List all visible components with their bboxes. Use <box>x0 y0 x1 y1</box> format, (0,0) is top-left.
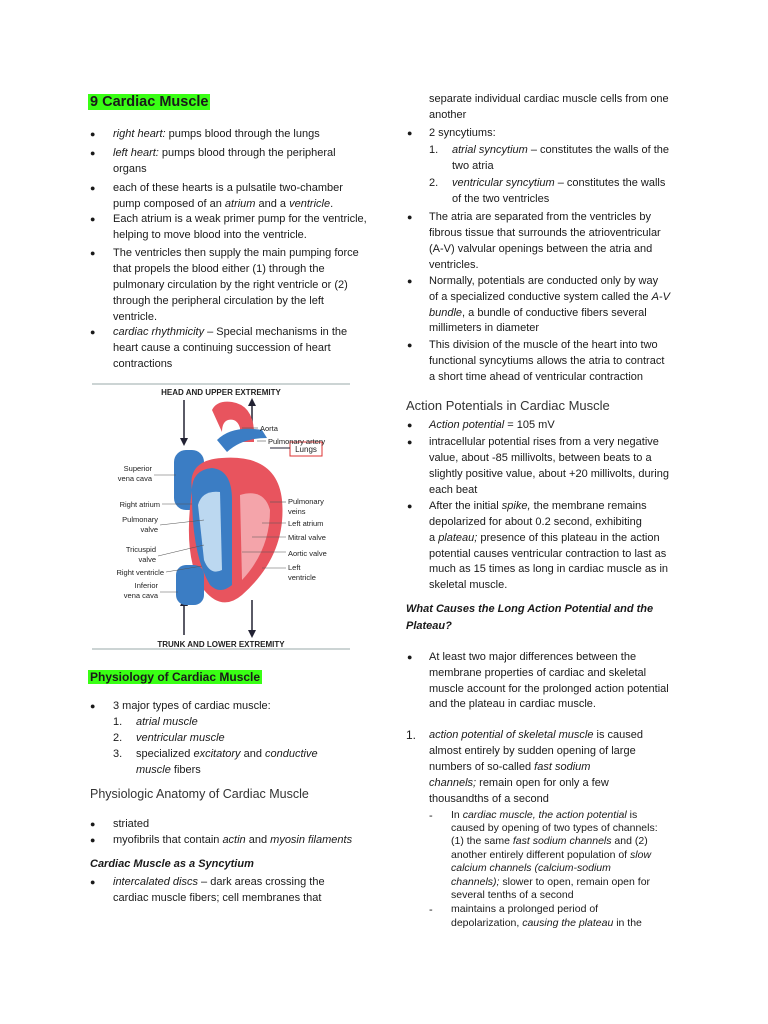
bullet-differences-4: and the plateau in cardiac muscle. <box>429 698 596 710</box>
label-right-atrium: Right atrium <box>119 500 160 509</box>
bullet-dot: ● <box>407 128 413 138</box>
question-title-2: Plateau? <box>406 620 452 632</box>
bullet-normally-3: bundle, a bundle of conductive fibers several <box>429 307 647 319</box>
dash-cardiac-5: calcium channels (calcium-sodium <box>451 862 611 874</box>
label-aorta: Aorta <box>260 424 278 433</box>
bullet-dot: ● <box>90 148 96 158</box>
label-aortic-valve: Aortic valve <box>288 549 327 558</box>
label-tricuspid-1: Tricuspid <box>125 545 156 554</box>
bullet-differences-2: membrane properties of cardiac and skeletal <box>429 667 647 679</box>
bullet-spike-2: depolarized for about 0.2 second, exhibiting <box>429 516 642 528</box>
figure-bottom-label: TRUNK AND LOWER EXTREMITY <box>157 640 285 649</box>
label-vena-cava-2: vena cava <box>123 591 158 600</box>
dash-prolonged-1: maintains a prolonged period of <box>451 903 599 915</box>
types-intro: 3 major types of cardiac muscle: <box>113 700 271 712</box>
bullet-ventricles: The ventricles then supply the main pumping force that propels the blood either (1) through the pulmonary circulation by the right ventricle or (2) through the peripheral circulation by the left ventricle. <box>113 247 359 323</box>
item-skeletal-1: action potential of skeletal muscle is caused <box>429 729 644 741</box>
label-tricuspid-2: valve <box>138 555 156 564</box>
bullet-two-chamber: each of these hearts is a pulsatile two-chamber pump composed of an atrium and a ventricle. <box>113 182 343 210</box>
bullet-dot: ● <box>407 420 413 430</box>
bullet-separated-3: (A-V) valvular openings between the atria and <box>429 243 653 255</box>
bullet-intercalated: intercalated discs – dark areas crossing the cardiac muscle fibers; cell membranes that <box>113 876 325 904</box>
bullet-myofibrils: myofibrils that contain actin and myosin filaments <box>113 834 353 846</box>
bullet-division-2: functional syncytiums allows the atria to contract <box>429 355 665 367</box>
syn-atrial-cont: two atria <box>452 160 494 172</box>
syn-ventricular-cont: of the two ventricles <box>452 193 550 205</box>
bullet-dot: ● <box>90 835 96 845</box>
section-title-text: 9 Cardiac Muscle <box>90 94 209 110</box>
bullet-dot: ● <box>90 327 96 337</box>
dash-cardiac-1: In cardiac muscle, the action potential is <box>451 809 638 821</box>
type-atrial: atrial muscle <box>136 716 198 728</box>
question-title-1: What Causes the Long Action Potential and the <box>406 603 654 615</box>
label-pulmonary-artery: Pulmonary artery <box>268 437 326 446</box>
label-right-ventricle: Right ventricle <box>116 568 164 577</box>
bullet-spike-3: a plateau; presence of this plateau in the action <box>429 532 660 544</box>
bullet-separated-4: ventricles. <box>429 259 479 271</box>
bullet-division-1: This division of the muscle of the heart into two <box>429 339 658 351</box>
bullet-spike-4: potential causes ventricular contraction to last as <box>429 548 667 560</box>
type-ventricular: ventricular muscle <box>136 732 225 744</box>
bullet-dot: ● <box>407 437 413 447</box>
label-lungs: Lungs <box>295 445 317 454</box>
bullet-separated-1: The atria are separated from the ventricles by <box>429 211 651 223</box>
bullet-normally-4: millimeters in diameter <box>429 322 540 334</box>
type-number: 2. <box>113 732 123 744</box>
bullet-dot: ● <box>90 129 96 139</box>
label-left-ventricle-2: ventricle <box>288 573 316 582</box>
label-mitral-valve: Mitral valve <box>288 533 326 542</box>
figure-top-label: HEAD AND UPPER EXTREMITY <box>161 388 281 397</box>
item-number: 1. <box>406 728 417 742</box>
continued-line-2: another <box>429 109 467 121</box>
syn-atrial: atrial syncytium – constitutes the walls of the <box>452 144 670 156</box>
bullet-normally-1: Normally, potentials are conducted only by way <box>429 275 659 287</box>
bullet-normally-2: of a specialized conductive system called the A-V <box>429 291 670 303</box>
syn-ventricular: ventricular syncytium – constitutes the walls <box>452 177 666 189</box>
bullet-dot: ● <box>90 819 96 829</box>
bullet-dot: ● <box>407 340 413 350</box>
heart-diagram <box>92 380 350 652</box>
continued-line-1: separate individual cardiac muscle cells from one <box>429 93 669 105</box>
bullet-dot: ● <box>407 212 413 222</box>
bullet-spike-1: After the initial spike, the membrane remains <box>429 500 647 512</box>
bullet-ap-value: Action potential = 105 mV <box>429 419 555 431</box>
bullet-dot: ● <box>90 183 96 193</box>
item-skeletal-2: almost entirely by sudden opening of large <box>429 745 636 757</box>
syn-number: 1. <box>429 144 439 156</box>
item-skeletal-4: channels; remain open for only a few <box>429 777 609 789</box>
anatomy-title: Physiologic Anatomy of Cardiac Muscle <box>90 787 309 801</box>
dash-cardiac-2: caused by opening of two types of channels: <box>451 822 658 834</box>
bullet-atrium: Each atrium is a weak primer pump for the ventricle, helping to move blood into the ventricle. <box>113 213 367 241</box>
bullet-syncytiums: 2 syncytiums: <box>429 127 496 139</box>
dash-prolonged-2: depolarization, causing the plateau in the <box>451 917 642 929</box>
bullet-dot: ● <box>90 248 96 258</box>
bullet-differences-1: At least two major differences between the <box>429 651 637 663</box>
label-pulmonary-valve-1: Pulmonary <box>122 515 158 524</box>
bullet-ap-rise-2: value, about -85 millivolts, between beats to a <box>429 452 652 464</box>
bullet-rhythmicity: cardiac rhythmicity – Special mechanisms in the heart cause a continuing succession of heart contractions <box>113 326 348 370</box>
bullet-division-3: a short time ahead of ventricular contraction <box>429 371 644 383</box>
bullet-ap-rise-1: intracellular potential rises from a very negative <box>429 436 659 448</box>
bullet-dot: ● <box>90 701 96 711</box>
section-title <box>88 93 210 111</box>
bullet-striated: striated <box>113 818 150 830</box>
bullet-ap-rise-3: slightly positive value, about +20 millivolts, during <box>429 468 669 480</box>
item-skeletal-5: thousandths of a second <box>429 793 549 805</box>
ap-title: Action Potentials in Cardiac Muscle <box>406 398 610 413</box>
label-pulmonary-veins-2: veins <box>288 507 306 516</box>
dash-marker: - <box>429 810 433 822</box>
bullet-differences-3: muscle account for the prolonged action potential <box>429 683 669 695</box>
syn-number: 2. <box>429 177 439 189</box>
bullet-dot: ● <box>407 276 413 286</box>
bullet-dot: ● <box>407 501 413 511</box>
dash-cardiac-7: several tenths of a second <box>451 889 574 901</box>
physiology-title: Physiology of Cardiac Muscle <box>90 670 261 684</box>
bullet-dot: ● <box>90 877 96 887</box>
dash-cardiac-3: (1) the same fast sodium channels and (2) <box>451 835 648 847</box>
label-left-atrium: Left atrium <box>288 519 324 528</box>
label-vena-cava-1: vena cava <box>117 474 152 483</box>
label-left-1: Left <box>288 563 301 572</box>
bullet-spike-6: skeletal muscle. <box>429 579 508 591</box>
type-number: 1. <box>113 716 123 728</box>
label-inferior: Inferior <box>134 581 158 590</box>
label-pulmonary-valve-2: valve <box>140 525 158 534</box>
dash-cardiac-4: another entirely different population of slow <box>451 849 652 861</box>
bullet-left-heart: left heart: pumps blood through the peripheral organs <box>113 147 336 175</box>
label-superior: Superior <box>123 464 152 473</box>
dash-marker: - <box>429 904 433 916</box>
label-pulmonary-veins-1: Pulmonary <box>288 497 324 506</box>
bullet-dot: ● <box>90 214 96 224</box>
bullet-spike-5: much as 15 times as long in cardiac muscle as in <box>429 563 669 575</box>
bullet-ap-rise-4: each beat <box>429 484 478 496</box>
bullet-dot: ● <box>407 652 413 662</box>
type-specialized: specialized excitatory and conductive muscle fibers <box>136 748 318 776</box>
dash-cardiac-6: channels); slower to open, remain open for <box>451 876 651 888</box>
bullet-separated-2: fibrous tissue that surrounds the atrioventricular <box>429 227 661 239</box>
item-skeletal-3: numbers of so-called fast sodium <box>429 761 591 773</box>
type-number: 3. <box>113 748 123 760</box>
syncytium-title: Cardiac Muscle as a Syncytium <box>90 858 254 870</box>
bullet-right-heart: right heart: pumps blood through the lungs <box>113 128 320 140</box>
